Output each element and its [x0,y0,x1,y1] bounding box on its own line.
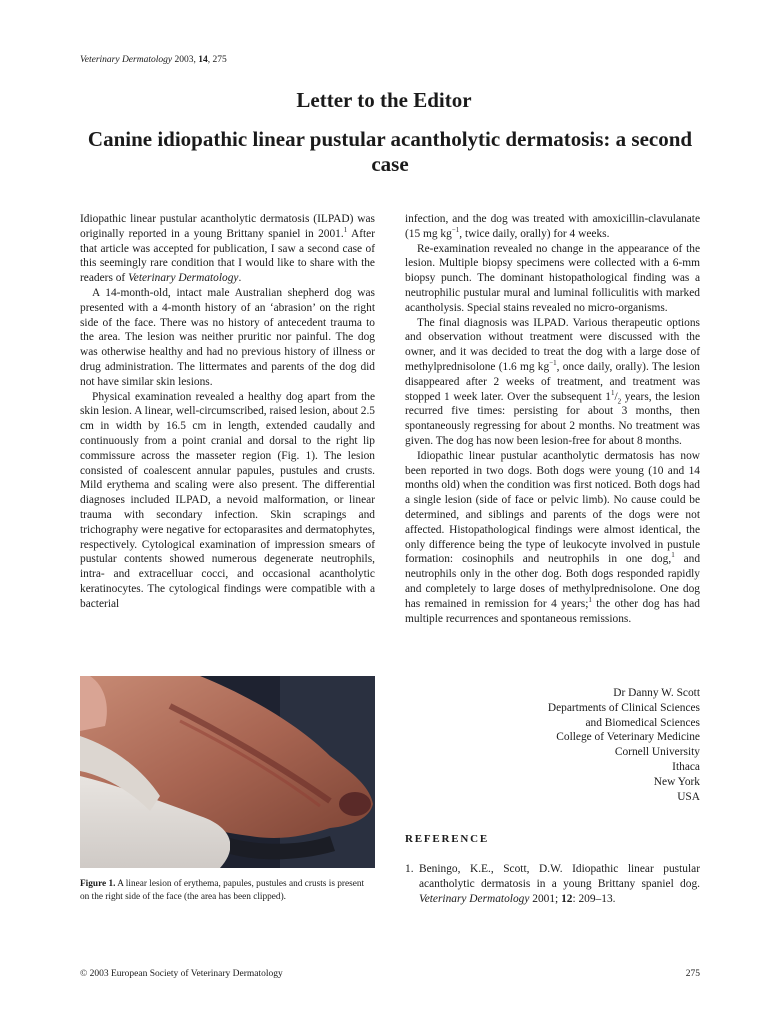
text-run: The final diagnosis was ILPAD. Various therapeutic options and observation without treatment were discussed with the owner, and it was decided to treat the dog with a large dose of methylprednisolone (1.6 mg kg [405,316,700,373]
affiliation-line: Ithaca [672,760,700,773]
journal-volume: 14 [198,55,208,65]
text-run: and neutrophils only in the other dog. Both dogs responded rapidly and completely to large doses of methylprednisolone. One dog has remained in remission for 4 years; [405,553,701,610]
text-run: Idiopathic linear pustular acantholytic dermatosis has now been reported in two dogs. Both dogs were young (10 and 14 months old) when the condition was first noticed. Both dogs had a single lesion (side of face or pelvic limb). No cause could be determined, and siblings and parents of the dogs were not affected. Histopathological findings were almost identical, the only difference being the type of leukocyte involved in pustule formation: cosinophils and neutrophils in one dog, [405,449,700,566]
text-run: . [238,272,242,285]
figure-caption [80,878,375,903]
affiliation-line: Cornell University [614,746,700,759]
article-title: Canine idiopathic linear pustular acantholytic dermatosis: a second case [87,127,693,176]
text-run: Idiopathic linear pustular acantholytic dermatosis (ILPAD) was originally reported in a young Brittany spaniel in 2001. [80,213,375,240]
paragraph: A 14-month-old, intact male Australian shepherd dog was presented with a 4-month history of an ‘abrasion’ on the right side of the face. There was no history of antecedent trauma to the area. The lesion was neither pruritic nor painful. The dog was otherwise healthy and had no previous history of illness or drug administration. The littermates and parents of the dog did not have similar skin lesions. [80,286,375,388]
affiliation-line: College of Veterinary Medicine [556,731,700,744]
right-column [405,212,700,626]
text-run: : 209–13. [572,892,616,905]
fraction-slash: / [614,390,618,403]
footer-page-number: 275 [685,969,700,979]
section-title: Letter to the Editor [296,88,472,112]
citation: 1 [671,551,675,560]
journal-year: 2003, [172,55,199,65]
paragraph: Physical examination revealed a healthy dog apart from the skin lesion. A linear, well-circumscribed, raised lesion, about 2.5 cm in width by 16.5 cm in length, extended caudally and continuously from a point cranial and dorsal to the right lip commissure across the masseter region (Fig. 1). The lesion consisted of coalescent annular papules, pustules and crusts. Mild erythema and scaling were also present. The differential diagnoses included ILPAD, a nevoid malformation, or linear trauma with secondary infection. Skin scrapings and trichography were negative for ectoparasites and dermatophytes, respectively. Cytological examination of impression smears of pustular contents showed numerous degenerate neutrophils, intra- and extracelluar cocci, and occasional acantholytic keratinocytes. The cytological findings were compatible with a bacterial [80,390,375,610]
paragraph [405,316,700,449]
affiliation-line: New York [653,775,700,788]
text-run: After that article was accepted for publication, I saw a second case of this seemingly rare condition that I would like to share with the readers of [80,227,375,285]
affiliation-line: USA [677,790,700,803]
figure-image [80,676,375,868]
reference-item [405,862,700,906]
reference-text [405,862,700,906]
text-run: , twice daily, orally) for 4 weeks. [459,227,610,240]
reference-volume: 12 [561,892,573,905]
citation: 1 [343,226,348,234]
paragraph [80,212,375,286]
journal-name: Veterinary Dermatology [80,55,173,65]
author-name: Dr Danny W. Scott [613,687,700,699]
text-run: , once daily, orally). The lesion disappeared after 2 weeks of treatment, and treatment was stopped 1 week later. Over the subsequent 1 [405,360,700,403]
fraction-numerator: 1 [610,388,615,397]
text-run: 2001; [529,892,562,905]
caption-text: A linear lesion of erythema, papules, pustules and crusts is present on the right side of the face (the area has been clipped). [80,879,365,902]
superscript: −1 [451,226,460,234]
reference-number: 1. [405,863,414,875]
journal-ref: Veterinary Dermatology [128,272,239,285]
paragraph [405,212,700,242]
affiliation-line: Departments of Clinical Sciences [547,701,700,714]
text-run: Beningo, K.E., Scott, D.W. Idiopathic linear pustular acantholytic dermatosis in a young Brittany spaniel dog. [419,863,700,890]
superscript: −1 [549,359,557,368]
running-header [80,55,227,65]
author-signature [405,686,700,804]
affiliation-line: and Biomedical Sciences [585,716,700,729]
text-run: infection, and the dog was treated with amoxicillin-clavulanate (15 mg kg [405,213,700,240]
paragraph: Re-examination revealed no change in the appearance of the lesion. Multiple biopsy specimens were collected with a 6-mm biopsy punch. The dominant histopathological finding was a neutrophilic pustular mural and luminal folliculitis with marked acantholysis. Special stains revealed no micro-organisms. [405,242,700,314]
citation: 1 [588,595,592,604]
text-run: the other dog has had multiple recurrences and spontaneous remissions. [405,597,700,625]
paragraph [405,449,700,627]
reference-heading: REFERENCE [405,833,490,845]
text-run: years, the lesion recurred five times: persisting for about 3 months, then spontaneously regressing for about 2 months. No treatment was given. The dog has now been lesion-free for about 8 months. [405,390,700,447]
footer-copyright: © 2003 European Society of Veterinary Dermatology [80,969,283,979]
fraction-denominator: 2 [617,396,622,405]
figure-label: Figure 1. [80,879,116,889]
dog-face-photo [80,676,375,868]
left-column [80,212,375,612]
journal-page: , 275 [207,55,227,65]
reference-journal: Veterinary Dermatology [419,892,530,905]
